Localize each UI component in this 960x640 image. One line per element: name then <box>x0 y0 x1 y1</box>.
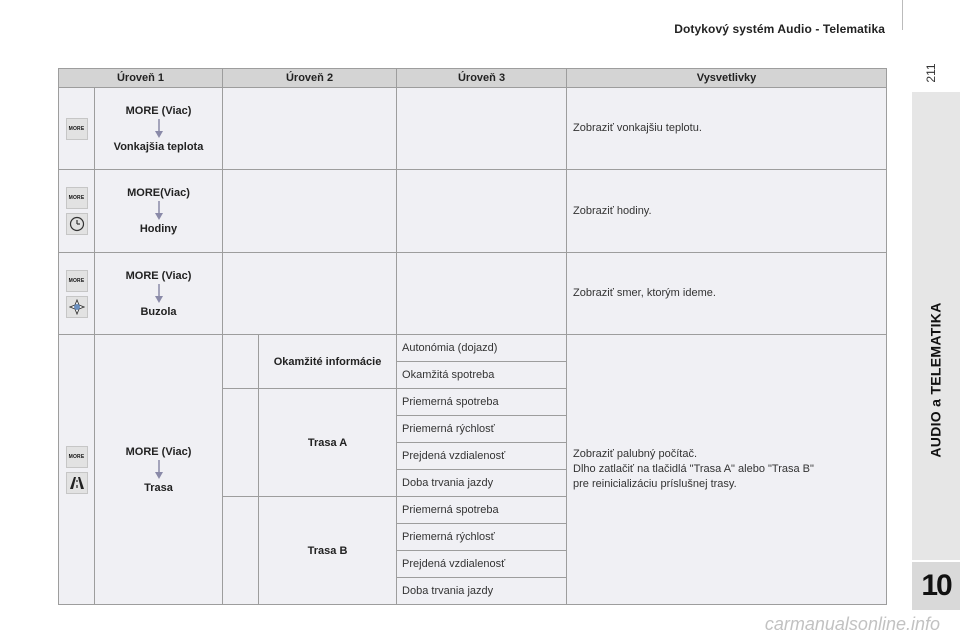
group-trip-a: Trasa A <box>259 389 397 497</box>
arrow-down-icon <box>154 119 164 139</box>
level-1-cell <box>95 88 223 170</box>
submenu-label: Trasa <box>144 481 173 494</box>
more-icon: MORE <box>66 446 88 468</box>
level-3-cell <box>397 170 567 253</box>
icon-cell <box>59 88 95 170</box>
chapter-side-title-text: AUDIO a TELEMATIKA <box>928 302 945 458</box>
description-line: Dlho zatlačiť na tlačidlá "Trasa A" alebo "Trasa B" <box>573 463 814 475</box>
level-3-item: Prejdená vzdialenosť <box>397 443 567 470</box>
chapter-side-title <box>916 302 956 458</box>
arrow-down-icon <box>154 460 164 480</box>
icon-cell <box>59 335 95 605</box>
table-row <box>59 335 887 362</box>
description-cell: Zobraziť hodiny. <box>567 170 887 253</box>
more-icon: MORE <box>66 118 88 140</box>
clock-icon <box>66 213 88 235</box>
watermark: carmanualsonline.info <box>764 614 940 634</box>
menu-label: MORE (Viac) <box>125 104 192 117</box>
header-divider <box>902 0 903 30</box>
level-3-item: Okamžitá spotreba <box>397 362 567 389</box>
column-header-level-1: Úroveň 1 <box>59 69 223 88</box>
column-header-level-3: Úroveň 3 <box>397 69 567 88</box>
description-line: pre reinicializáciu príslušnej trasy. <box>573 478 737 490</box>
table-row <box>59 170 887 253</box>
level-3-item: Priemerná spotreba <box>397 497 567 524</box>
submenu-label: Vonkajšia teplota <box>113 140 204 153</box>
level-2-cell <box>223 170 397 253</box>
menu-label: MORE (Viac) <box>125 269 192 282</box>
submenu-label: Hodiny <box>139 223 178 235</box>
level-2-cell <box>223 253 397 335</box>
level-3-item: Priemerná rýchlosť <box>397 416 567 443</box>
level-3-item: Priemerná rýchlosť <box>397 524 567 551</box>
trip-icon <box>66 472 88 494</box>
menu-label: MORE(Viac) <box>127 187 190 199</box>
level-2-cell <box>223 88 397 170</box>
level-3-cell <box>397 88 567 170</box>
menu-label: MORE (Viac) <box>125 445 192 458</box>
icon-cell <box>59 170 95 253</box>
group-instant-info: Okamžité informácie <box>259 335 397 389</box>
description-line: Zobraziť palubný počítač. <box>573 448 698 460</box>
level-2-spacer-cell <box>223 335 259 389</box>
description-cell: Zobraziť vonkajšiu teplotu. <box>567 88 887 170</box>
icon-cell <box>59 253 95 335</box>
arrow-down-icon <box>154 201 164 221</box>
table-row <box>59 253 887 335</box>
column-header-level-2: Úroveň 2 <box>223 69 397 88</box>
level-1-cell <box>95 170 223 253</box>
column-header-explanation: Vysvetlivky <box>567 69 887 88</box>
description-cell <box>567 335 887 605</box>
submenu-label: Buzola <box>140 305 177 318</box>
level-3-cell <box>397 253 567 335</box>
group-trip-b: Trasa B <box>259 497 397 605</box>
level-3-item: Autonómia (dojazd) <box>397 335 567 362</box>
menu-table <box>58 68 887 605</box>
level-1-cell <box>95 335 223 605</box>
level-1-cell <box>95 253 223 335</box>
level-3-item: Priemerná spotreba <box>397 389 567 416</box>
table-row <box>59 88 887 170</box>
page-number: 211 <box>924 63 938 83</box>
level-3-item: Prejdená vzdialenosť <box>397 551 567 578</box>
level-3-item: Doba trvania jazdy <box>397 470 567 497</box>
chapter-number: 10 <box>921 569 951 602</box>
description-cell: Zobraziť smer, ktorým ideme. <box>567 253 887 335</box>
arrow-down-icon <box>154 284 164 304</box>
page-header-title: Dotykový systém Audio - Telematika <box>674 22 885 36</box>
level-2-spacer-cell <box>223 497 259 605</box>
more-icon: MORE <box>66 187 88 209</box>
level-2-spacer-cell <box>223 389 259 497</box>
more-icon: MORE <box>66 270 88 292</box>
level-3-item: Doba trvania jazdy <box>397 578 567 605</box>
compass-icon <box>66 296 88 318</box>
table-header-row <box>59 69 887 88</box>
